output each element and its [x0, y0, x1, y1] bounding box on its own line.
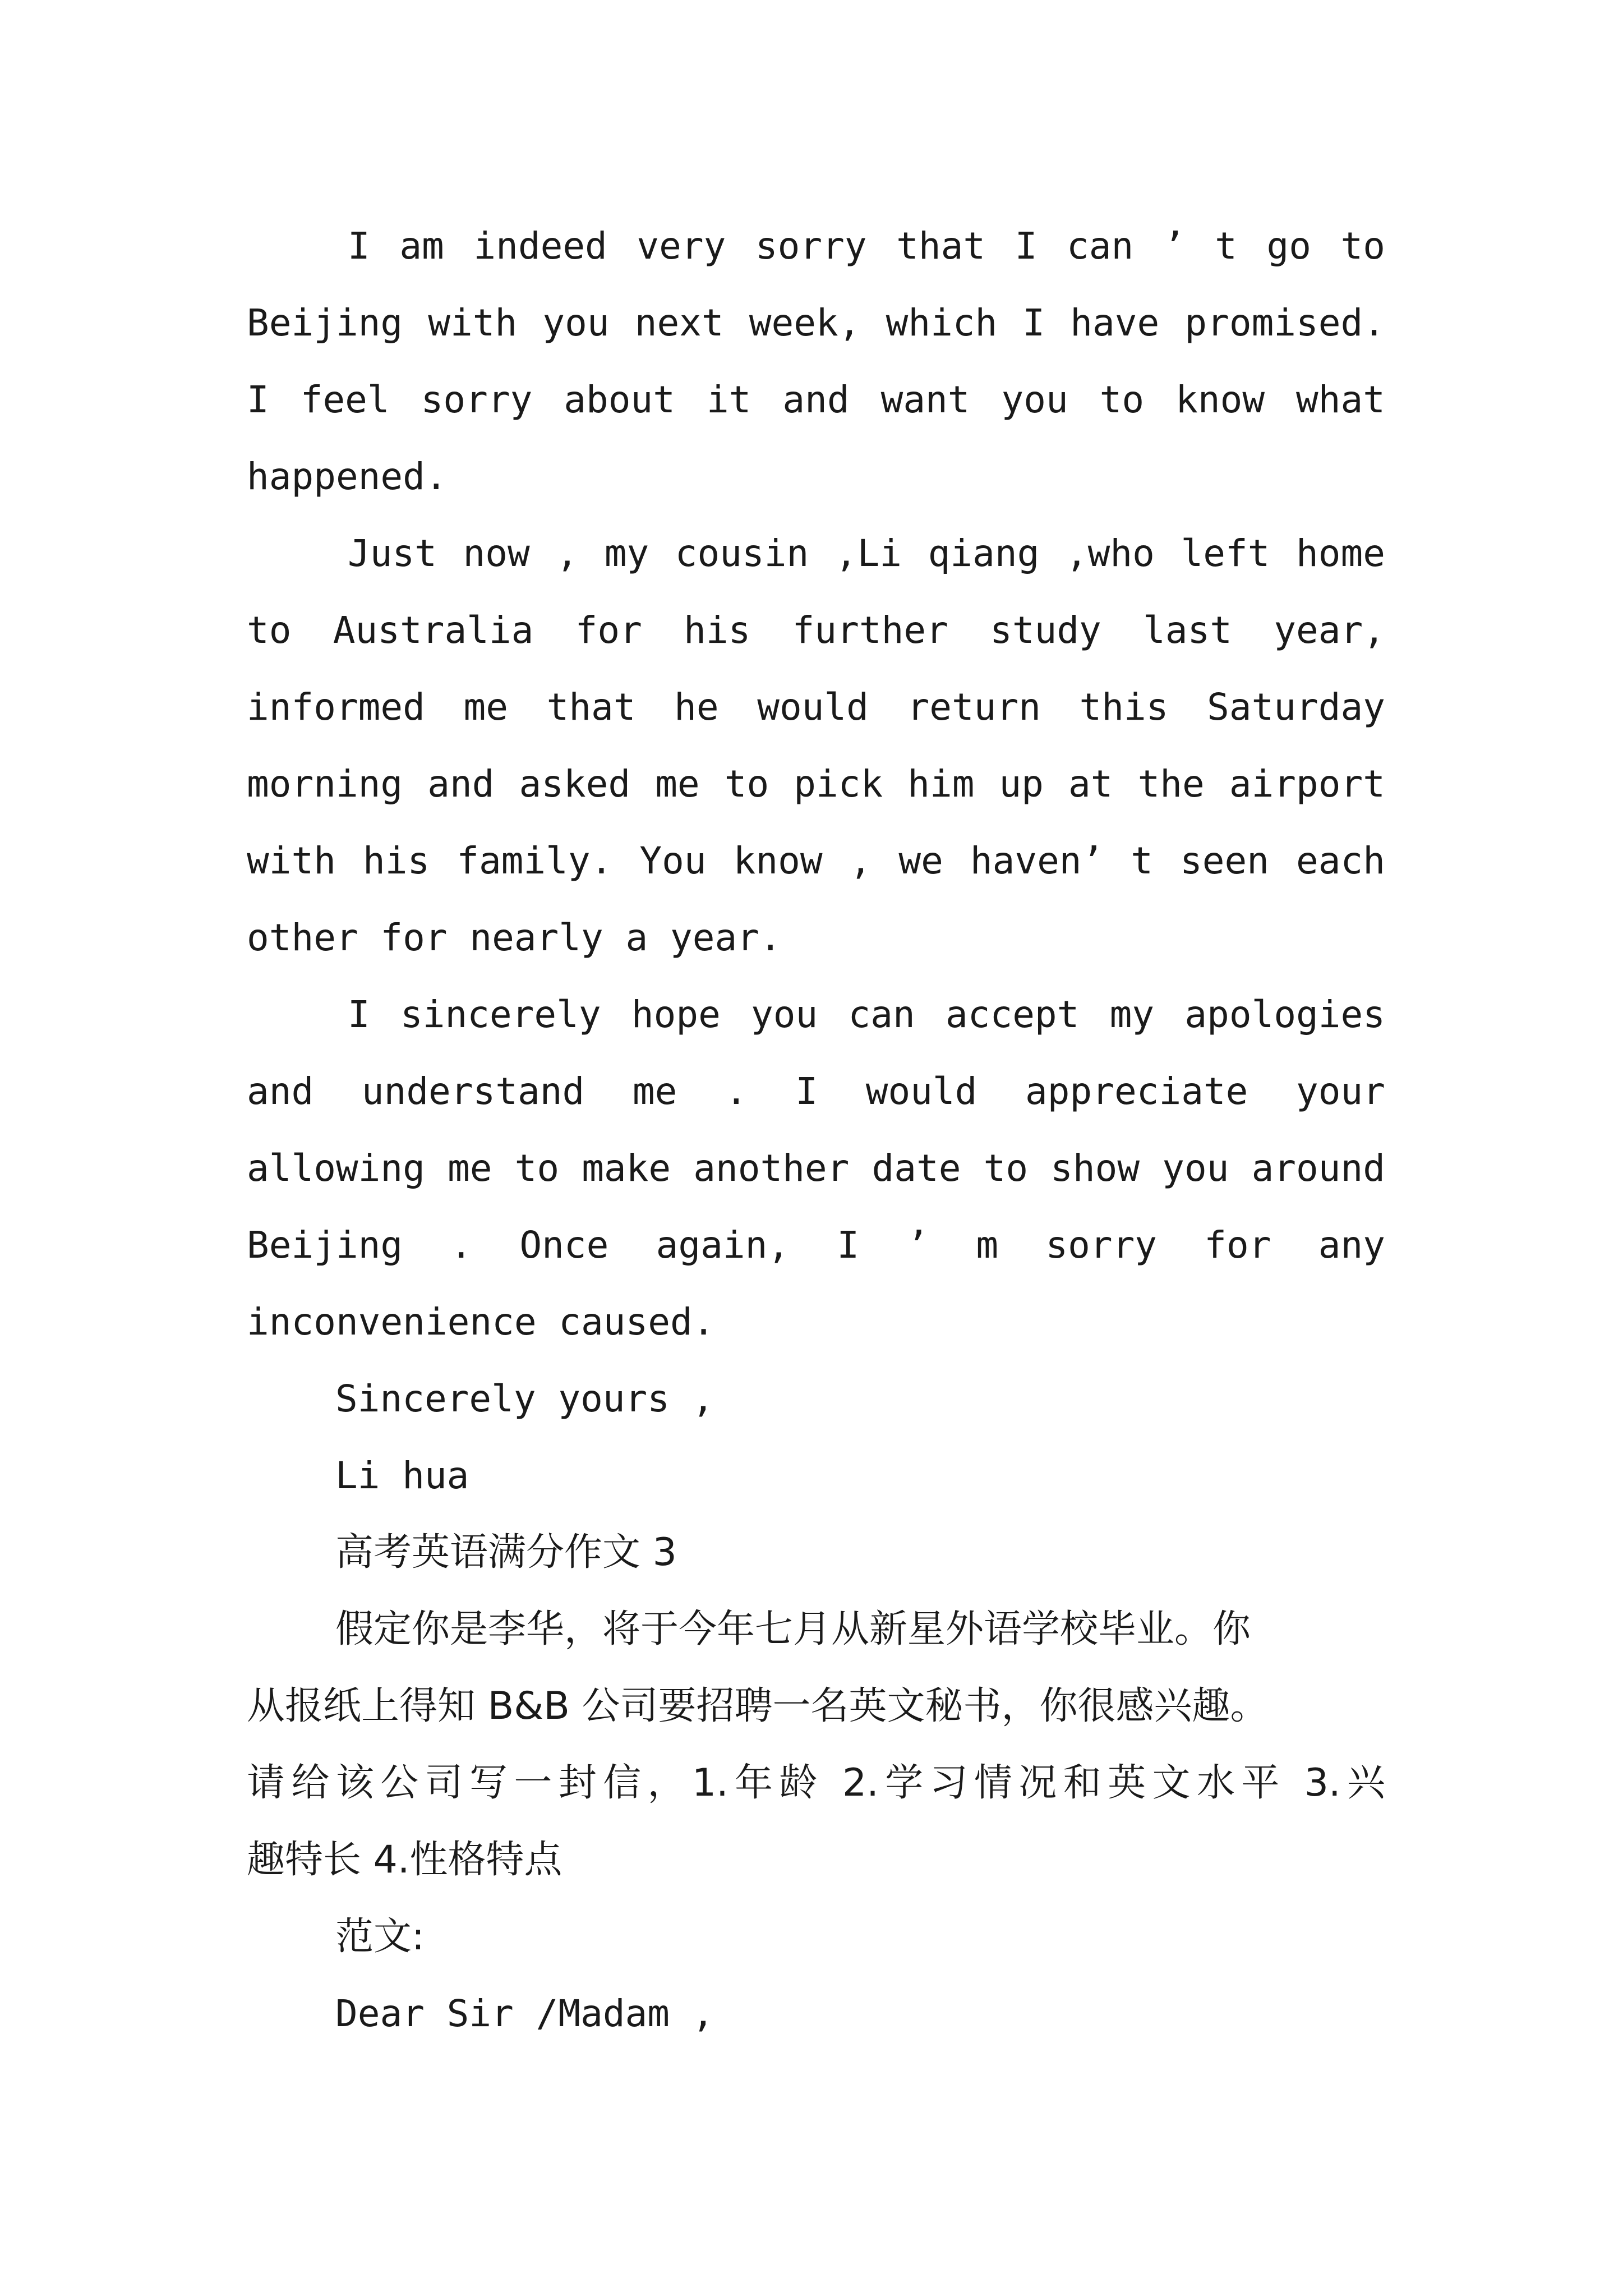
text-line: Beijing with you next week, which I have promised. — [247, 301, 1385, 344]
text-line: other for nearly a year. — [247, 916, 782, 959]
text-line: Just now , my cousin ,Li qiang ,who left home — [348, 532, 1385, 575]
paragraph-reason — [247, 515, 1385, 976]
paragraph-apology — [247, 208, 1385, 515]
letter-signature: Li hua — [335, 1454, 469, 1497]
text-line: I feel sorry about it and want you to know what — [247, 378, 1385, 421]
text-line: 请给该公司写一封信，1.年龄 2.学习情况和英文水平 3.兴 — [247, 1761, 1385, 1805]
document-body — [247, 208, 1385, 2052]
text-line: I sincerely hope you can accept my apologies — [348, 993, 1385, 1036]
writing-prompt — [247, 1591, 1385, 1898]
paragraph-request — [247, 976, 1385, 1360]
text-line: informed me that he would return this Saturday — [247, 685, 1385, 729]
text-line: happened. — [247, 455, 448, 498]
text-line: with his family. You know , we haven’ t seen each — [247, 839, 1385, 882]
text-line: 趣特长 4.性格特点 — [247, 1838, 562, 1882]
text-line: Beijing . Once again, I ’ m sorry for any — [247, 1223, 1385, 1267]
letter-salutation: Dear Sir /Madam , — [335, 1992, 714, 2035]
text-line: to Australia for his further study last year, — [247, 609, 1385, 652]
text-line: 从报纸上得知 B&B 公司要招聘一名英文秘书，你很感兴趣。 — [247, 1684, 1269, 1728]
text-line: 假定你是李华，将于今年七月从新星外语学校毕业。你 — [335, 1607, 1251, 1651]
text-line: morning and asked me to pick him up at the airport — [247, 762, 1385, 806]
text-line: I am indeed very sorry that I can ’ t go to — [348, 224, 1385, 268]
text-line: and understand me . I would appreciate your — [247, 1070, 1385, 1113]
text-line: inconvenience caused. — [247, 1300, 715, 1343]
letter-closing: Sincerely yours , — [335, 1377, 714, 1420]
sample-label: 范文: — [335, 1915, 425, 1959]
section-heading: 高考英语满分作文 3 — [335, 1530, 677, 1575]
text-line: allowing me to make another date to show you around — [247, 1147, 1385, 1190]
